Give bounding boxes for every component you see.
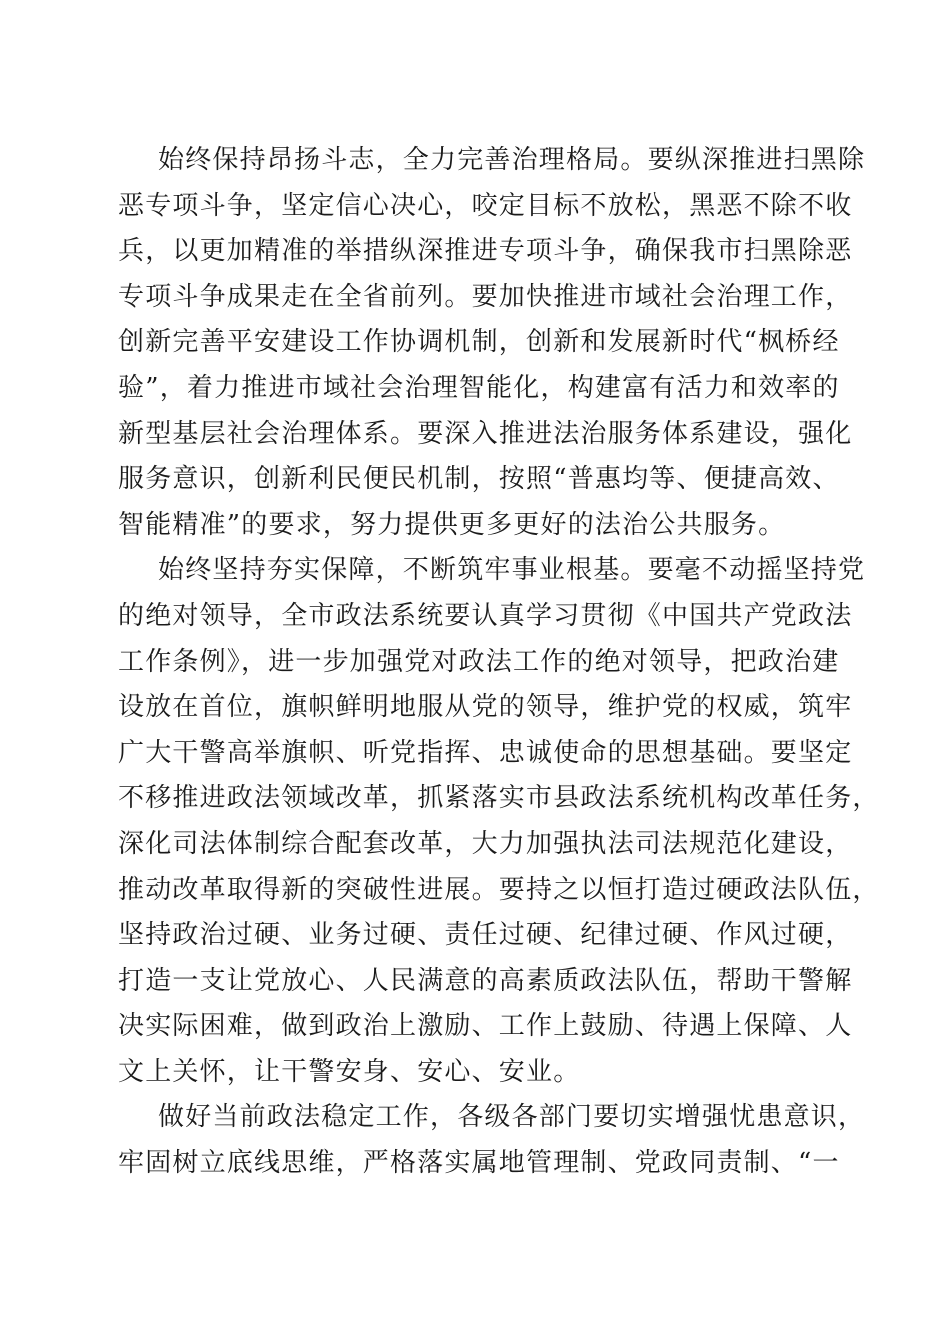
paragraph-line: 决实际困难，做到政治上激励、工作上鼓励、待遇上保障、人 [118, 1011, 853, 1042]
paragraph-governance [118, 138, 866, 548]
paragraph-line: 推动改革取得新的突破性进展。要持之以恒打造过硬政法队伍， [118, 874, 880, 905]
paragraph-foundation [118, 548, 880, 1095]
paragraph-line: 始终坚持夯实保障，不断筑牢事业根基。要毫不动摇坚持党 [158, 555, 866, 586]
body-text [118, 138, 880, 1187]
paragraph-line: 始终保持昂扬斗志，全力完善治理格局。要纵深推进扫黑除 [158, 145, 866, 175]
paragraph-line: 创新完善平安建设工作协调机制，创新和发展新时代“枫桥经 [118, 327, 840, 358]
paragraph-line: 文上关怀，让干警安身、安心、安业。 [118, 1056, 581, 1087]
paragraph-line: 打造一支让党放心、人民满意的高素质政法队伍，帮助干警解 [118, 965, 853, 996]
paragraph-line: 牢固树立底线思维，严格落实属地管理制、党政同责制、“一 [118, 1148, 840, 1179]
paragraph-line: 广大干警高举旗帜、听党指挥、忠诚使命的思想基础。要坚定 [118, 737, 853, 768]
paragraph-line: 智能精准”的要求，努力提供更多更好的法治公共服务。 [118, 509, 786, 540]
paragraph-line: 服务意识，创新利民便民机制，按照“普惠均等、便捷高效、 [118, 464, 840, 495]
paragraph-line: 设放在首位，旗帜鲜明地服从党的领导，维护党的权威，筑牢 [118, 692, 853, 723]
paragraph-line: 验”，着力推进市域社会治理智能化，构建富有活力和效率的 [118, 372, 840, 403]
paragraph-line: 工作条例》，进一步加强党对政法工作的绝对领导，把政治建 [118, 646, 840, 677]
paragraph-line: 不移推进政法领域改革，抓紧落实市县政法系统机构改革任务， [118, 783, 880, 814]
paragraph-line: 恶专项斗争，坚定信心决心，咬定目标不放松，黑恶不除不收 [118, 190, 853, 221]
paragraph-stability [118, 1095, 866, 1186]
paragraph-line: 兵，以更加精准的举措纵深推进专项斗争，确保我市扫黑除恶 [118, 236, 853, 267]
paragraph-line: 做好当前政法稳定工作，各级各部门要切实增强忧患意识， [158, 1102, 866, 1133]
paragraph-line: 的绝对领导，全市政法系统要认真学习贯彻《中国共产党政法 [118, 600, 853, 631]
paragraph-line: 新型基层社会治理体系。要深入推进法治服务体系建设，强化 [118, 418, 853, 449]
paragraph-line: 深化司法体制综合配套改革，大力加强执法司法规范化建设， [118, 828, 853, 859]
paragraph-line: 坚持政治过硬、业务过硬、责任过硬、纪律过硬、作风过硬， [118, 920, 853, 951]
paragraph-line: 专项斗争成果走在全省前列。要加快推进市域社会治理工作， [118, 281, 853, 312]
